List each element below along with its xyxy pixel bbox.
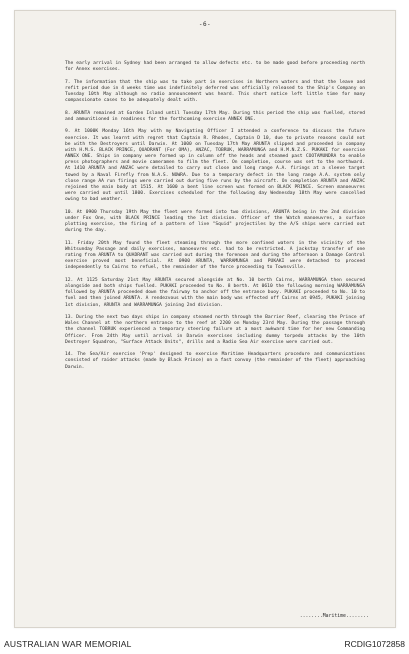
continuation-marker: ........Maritime........ <box>299 614 369 619</box>
paragraph-9: 9. At 1000K Monday 16th May with my Navigating Officer I attended a conference to discuss the future exercise. It was learnt with regret that Captain R. Rhodes, Captain D 10, due to private reasons could not be with the Destroyers until Darwin. At 1000 on Tuesday 17th May ARUNTA slipped and proceeded in company with H.M.S. BLACK PRINCE, QUADRANT (For OMA), ANZAC, TOBRUK, WARRAMUNGA and H.M.N.Z.S. PUKAKI for exercise ANNEX ONE. Ships in company were formed up in column off the heads and steamed past COOTAMUNDRA to enable press photographers and movie cameramen to film the fleet. On completion, course was set to the northward. At 1410 ARUNTA and ANZAC were detailed to carry out close and long range A.A. firings at a sleeve target towed by a Naval Firefly from N.A.S. NOWRA. Due to a temporary defect in the long range A.A. system only close range AA run firings were carried out during five runs by the aircraft. On completion ARUNTA and ANZAC rejoined the main body at 1515. At 1600 a bent line screen was formed on BLACK PRINCE. Screen manoeuvres were carried out until 1800. Exercises scheduled for the following day Wednesday 18th May were cancelled owing to bad weather. <box>65 129 365 203</box>
paragraph-intro: The early arrival in Sydney had been arranged to allow defects etc. to be made good before proceeding north for Annex exercises. <box>65 61 365 73</box>
document-page <box>14 10 396 628</box>
paragraph-14: 14. The Sea/Air exercise 'Prep' designed to exercise Maritime Headquarters procedure and communications consisted of raider attacks (made by Black Prince) on a fast convoy (the remainder of the fleet) approaching Darwin. <box>65 352 365 370</box>
footer-institution: AUSTRALIAN WAR MEMORIAL <box>4 639 132 649</box>
paragraph-13: 13. During the next two days ships in company steamed north through the Barrier Reef, clearing the Prince of Wales Channel at the northern entrance to the reef at 2200 on Monday 23rd May. During the passage through the channel TOBRUK experienced a temporary steering failure at a most awkward time for her new Commanding Officer. From 24th May until arrival in Darwin exercises including dummy torpedo attacks by the 10th Destroyer Squadron, "Surface Attack Units", drills and a Radio Sea Air exercise were carried out. <box>65 315 365 345</box>
page-number: -6- <box>198 21 212 28</box>
archive-footer <box>0 630 409 654</box>
paragraph-10: 10. At 0900 Thursday 19th May the fleet were formed into two divisions, ARUNTA being in the 2nd division under Fox One, with BLACK PRINCE leading the 1st division. Officer of the Watch manoeuvres, a surface plotting exercise, the firing of a pattern of live "Squid" projectiles by the A/S ships were carried out during the day. <box>65 209 365 234</box>
paragraph-7: 7. The information that the ship was to take part in exercises in Northern waters and that the leave and refit period due in 4 weeks time was indefinitely deferred was officially released to the Ship's Company on Tuesday 10th May although no radio announcement was heard. This short notice left little time for many compassionate cases to be adequately dealt with. <box>65 79 365 104</box>
paragraph-12: 12. At 1125 Saturday 21st May ARUNTA secured alongside at No. 10 berth Cairns, WARRAMUNGA then secured alongside and both ships fuelled. PUKAKI proceeded to No. 8 berth. At 0610 the following morning WARRAMUNGA followed by ARUNTA proceeded down the fairway to anchor off the entrance buoy. PUKAKI proceeded to No. 10 to fuel and then joined ARUNTA. A rendezvous with the main body was effected off Cairns at 0945, PUKAKI joining 1st division, ARUNTA and WARRAMUNGA joining 2nd division. <box>65 277 365 308</box>
footer-record-id: RCDIG1072858 <box>344 639 405 649</box>
document-body <box>65 61 365 377</box>
paragraph-8: 8. ARUNTA remained at Garden Island until Tuesday 17th May. During this period the ship was fuelled, stored and ammunitioned in readiness for the forthcoming exercise ANNEX ONE. <box>65 110 365 122</box>
paragraph-11: 11. Friday 20th May found the fleet steaming through the more confined waters in the vicinity of the Whitsunday Passage and daily exercises, manoeuvres etc. had to be restricted. A jackstay transfer of one rating from ARUNTA to QUADRANT was carried out during the forenoon and during the afternoon a Damage Control exercise proved most beneficial. At 0900 ARUNTA, WARRAMUNGA and PUKAKI were detached to proceed independently to Cairns to refuel, the remainder of the force proceeding to Townsville. <box>65 240 365 271</box>
